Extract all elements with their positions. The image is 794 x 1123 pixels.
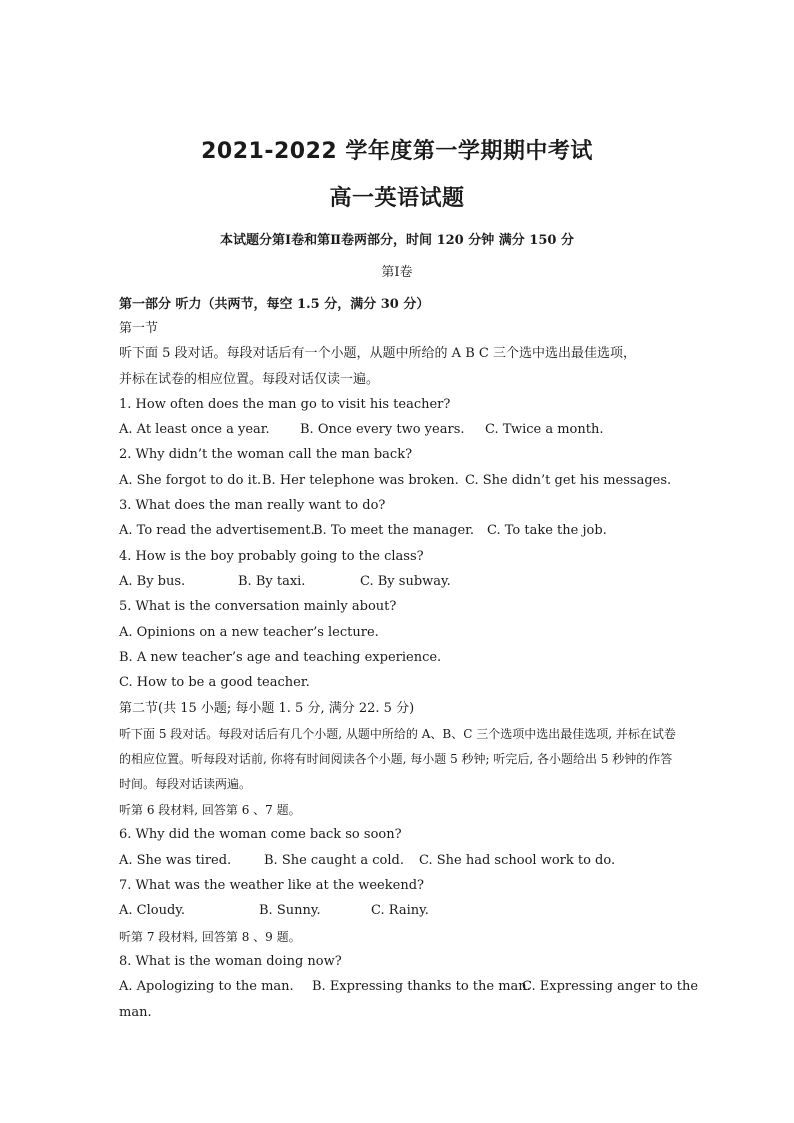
q8-option-c-continued: man. [119,1005,152,1020]
q4-option-a: A. By bus. [119,574,186,589]
q2-option-b: B. Her telephone was broken. [262,473,459,488]
section1-instructions-line2: 并标在试卷的相应位置。每段对话仅读一遍。 [119,372,380,387]
volume-label: 第Ⅰ卷 [381,265,413,280]
q8-option-a: A. Apologizing to the man. [119,979,294,994]
q5-option-b: B. A new teacher’s age and teaching experience. [119,650,442,665]
question-2: 2. Why didn’t the woman call the man back? [119,447,413,462]
q5-option-c: C. How to be a good teacher. [119,675,310,690]
section2-instructions-line1: 听下面 5 段对话。每段对话后有几个小题, 从题中所给的 A、B、C 三个选项中选出最佳选项, 并标在试卷 [119,727,676,741]
exam-info: 本试题分第Ⅰ卷和第Ⅱ卷两部分，时间 120 分钟 满分 150 分 [220,233,574,248]
q3-option-a: A. To read the advertisement. [119,523,315,538]
material-6-note: 听第 6 段材料, 回答第 6 、7 题。 [119,803,301,817]
q6-option-b: B. She caught a cold. [264,853,404,868]
q5-option-a: A. Opinions on a new teacher’s lecture. [119,625,379,640]
section2-title: 第二节(共 15 小题; 每小题 1. 5 分, 满分 22. 5 分) [119,701,415,716]
q4-option-b: B. By taxi. [238,574,306,589]
q7-option-b: B. Sunny. [259,903,321,918]
question-7: 7. What was the weather like at the weekend? [119,878,424,893]
question-6: 6. Why did the woman come back so soon? [119,827,402,842]
q8-option-c: C. Expressing anger to the [522,979,699,994]
q7-option-c: C. Rainy. [371,903,429,918]
section2-instructions-line2: 的相应位置。听每段对话前, 你将有时间阅读各个小题, 每小题 5 秒钟; 听完后, 各小题给出 5 秒钟的作答 [119,752,673,766]
q2-option-a: A. She forgot to do it. [119,473,262,488]
material-7-note: 听第 7 段材料, 回答第 8 、9 题。 [119,930,301,944]
q1-option-b: B. Once every two years. [300,422,465,437]
q3-option-c: C. To take the job. [487,523,607,538]
question-4: 4. How is the boy probably going to the class? [119,549,424,564]
section1-title: 第一节 [119,321,159,336]
q7-option-a: A. Cloudy. [119,903,186,918]
question-8: 8. What is the woman doing now? [119,954,342,969]
q2-option-c: C. She didn’t get his messages. [465,473,672,488]
section1-instructions-line1: 听下面 5 段对话。每段对话后有一个小题，从题中所给的 A B C 三个选中选出最佳选项， [119,346,636,361]
q4-option-c: C. By subway. [360,574,451,589]
q1-option-c: C. Twice a month. [485,422,604,437]
question-3: 3. What does the man really want to do? [119,498,386,513]
question-1: 1. How often does the man go to visit his teacher? [119,397,451,412]
q6-option-c: C. She had school work to do. [419,853,616,868]
section2-instructions-line3: 时间。每段对话读两遍。 [119,777,252,791]
part1-heading: 第一部分 听力（共两节，每空 1.5 分，满分 30 分） [119,297,430,312]
q6-option-a: A. She was tired. [119,853,232,868]
q1-option-a: A. At least once a year. [119,422,270,437]
exam-title: 2021-2022 学年度第一学期期中考试 [201,139,593,164]
question-5: 5. What is the conversation mainly about? [119,599,397,614]
q8-option-b: B. Expressing thanks to the man. [312,979,531,994]
q3-option-b: B. To meet the manager. [313,523,475,538]
exam-subject: 高一英语试题 [329,186,465,211]
